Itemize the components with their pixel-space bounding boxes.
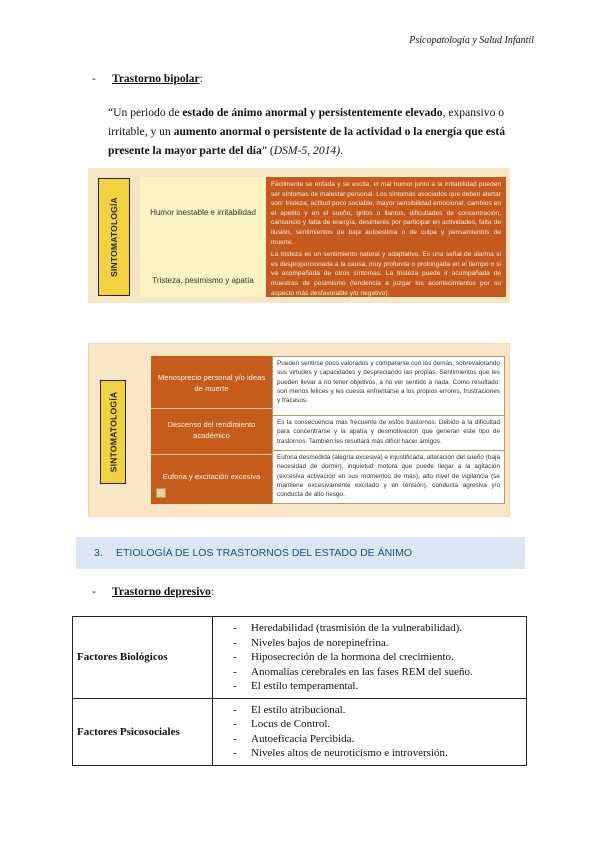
- figure2-category-rendimiento: Descenso del rendimiento académico: [167, 420, 256, 440]
- sintomatologia-label: [98, 178, 130, 296]
- list-item: [233, 746, 526, 761]
- list-item-text: Autoeficacia Percibida.: [251, 732, 355, 745]
- figure1-desc-tristeza: La tristeza es un sentimiento natural y adaptativo. Es una señal de alarma si es desproporcionada a la causa, muy profunda o prolongada en el tiempo o si va acompañada de otros síntomas. La tristeza puede ir acompañada de muestras de pesimismo (tendencia a juzgar los acontecimientos por su aspecto más desfavorable y/o negativo).: [271, 251, 501, 297]
- list-item-text: El estilo atribucional.: [251, 703, 346, 716]
- bullet-dash: -: [233, 651, 237, 663]
- figure1-categories: [140, 177, 266, 297]
- figure2-desc-menosprecio: Pueden sentirse poco valorados y compararse con los demás, sobrevalorando sus virtudes y capacidades y despreciando las propias. Sentimientos que les pueden llevar a no tener objetivos, a no ver sentido a nada. Como resultado: son menos felices y les cuesta enfrentarse a los propios errores, frustraciones y fracasos.: [277, 360, 500, 405]
- bullet-dash: -: [233, 622, 237, 634]
- list-item-text: Heredabilidad (trasmisión de la vulnerabilidad).: [251, 622, 463, 634]
- divider: [273, 415, 504, 416]
- list-item-text: El estilo temperamental.: [251, 680, 359, 692]
- list-item: [233, 665, 526, 680]
- divider: [273, 450, 504, 451]
- bullet-dash: -: [233, 636, 237, 649]
- quote-text: , expansivo o irritable, y un: [108, 106, 505, 138]
- divider: [151, 408, 272, 409]
- bullet-dash: -: [233, 680, 237, 692]
- symptoms-figure-1: [88, 168, 510, 303]
- figure2-desc-euforia: Euforia desmedida (alegría excesiva) e injustificada, alteración del sueño (baja necesidad de dormir), inquietud motora que puede llegar a la agitación (excesiva activación en sus momentos de más), alto nivel de vigilancia (se mantiene excesivamente excitado y en tensión), conducta agresiva y/o conducta de alto riesgo.: [277, 454, 500, 499]
- list-item-text: Locus de Control.: [251, 718, 331, 730]
- figure1-category-tristeza: Tristeza, pesimismo y apatía: [152, 276, 254, 285]
- list-item-text: Niveles altos de neuroticismo e introversión.: [251, 747, 448, 759]
- bullet-dash: -: [233, 665, 237, 678]
- factor-items: [213, 698, 527, 765]
- section-number: 3.: [94, 547, 103, 559]
- figure2-categories: [151, 356, 272, 504]
- small-square-icon: [156, 488, 166, 498]
- divider: [151, 454, 272, 455]
- figure2-desc-rendimiento: Es la consecuencia más frecuente de estos trastornos. Debido a la dificultad para concentrarse y la apatía y desmotivación que generan este tipo de trastornos. También les resultará más difícil hacer amigos.: [277, 419, 500, 445]
- bipolar-heading: [92, 73, 203, 85]
- list-item: [233, 732, 526, 747]
- section-title: ETIOLOGÍA DE LOS TRASTORNOS DEL ESTADO DE ÁNIMO: [116, 547, 413, 559]
- bullet-dash: -: [233, 732, 237, 745]
- list-item-text: Hiposecreción de la hormona del crecimiento.: [251, 651, 454, 663]
- factor-label: Factores Biológicos: [73, 617, 213, 699]
- symptoms-figure-2: [88, 343, 510, 517]
- quote-citation: DSM-5, 2014): [273, 144, 341, 157]
- factor-label: Factores Psicosociales: [73, 698, 213, 765]
- bullet-dash: -: [233, 747, 237, 759]
- quote-bold: estado de ánimo anormal y persistentemente elevado: [182, 106, 443, 119]
- list-item: [233, 703, 526, 718]
- table-row: [73, 617, 527, 699]
- factor-items: [213, 617, 527, 699]
- list-item-text: Anomalías cerebrales en las fases REM del sueño.: [251, 665, 473, 678]
- depresivo-title: Trastorno depresivo: [112, 586, 211, 598]
- table-row: [73, 698, 527, 765]
- figure2-category-euforia: Euforia y excitación excesiva: [162, 472, 261, 481]
- list-item-text: Niveles bajos de norepinefrina.: [251, 636, 389, 649]
- bipolar-title: Trastorno bipolar: [112, 73, 200, 85]
- sintomatologia-label-text: SINTOMATOLOGÍA: [108, 391, 118, 473]
- bullet-dash: -: [92, 73, 96, 85]
- figure2-category-menosprecio: Menosprecio personal y/o ideas de muerte: [157, 373, 266, 393]
- quote-text: “Un periodo de: [108, 106, 183, 119]
- depresivo-colon: :: [210, 586, 215, 598]
- list-item: [233, 679, 526, 694]
- bipolar-colon: :: [199, 73, 203, 85]
- quote-text: ” (: [261, 144, 274, 157]
- quote-bold: aumento anormal o persistente de la actividad o la energía que está presente la mayor parte del día: [108, 125, 506, 157]
- bullet-dash: -: [233, 703, 237, 716]
- list-item: [233, 636, 526, 651]
- running-header: Psicopatología y Salud Infantil: [409, 35, 534, 46]
- bipolar-definition-quote: [108, 103, 524, 160]
- depresivo-heading: [92, 586, 214, 598]
- bullet-dash: -: [92, 586, 96, 598]
- figure1-category-humor: Humor inestable e irritabilidad: [150, 208, 256, 217]
- figure1-desc-humor: Fácilmente se enfada y se excita, el mal humor junto a la irritabilidad pueden ser síntomas de malestar personal. Los síntomas asociados que deben alertar son: tristeza, actitud poco sociable, mayor sensibilidad emocional, cambios en el apetito y en el sueño, gritos o llantos, dificultades de concentración, cansancio y falta de energía, desinterés por participar en actividades, falta de ilusión, sentimientos de baja autoestima o de culpa y pensamientos de muerte.: [271, 181, 501, 246]
- quote-text: .: [340, 144, 343, 157]
- factors-table: [72, 616, 527, 766]
- figure1-descriptions: [266, 177, 506, 297]
- list-item: [233, 717, 526, 732]
- list-item: [233, 621, 526, 636]
- sintomatologia-label-text: SINTOMATOLOGÍA: [109, 197, 119, 277]
- list-item: [233, 650, 526, 665]
- section-heading: [76, 537, 525, 569]
- figure2-descriptions: [272, 356, 505, 504]
- bullet-dash: -: [233, 718, 237, 730]
- sintomatologia-label: [100, 380, 126, 484]
